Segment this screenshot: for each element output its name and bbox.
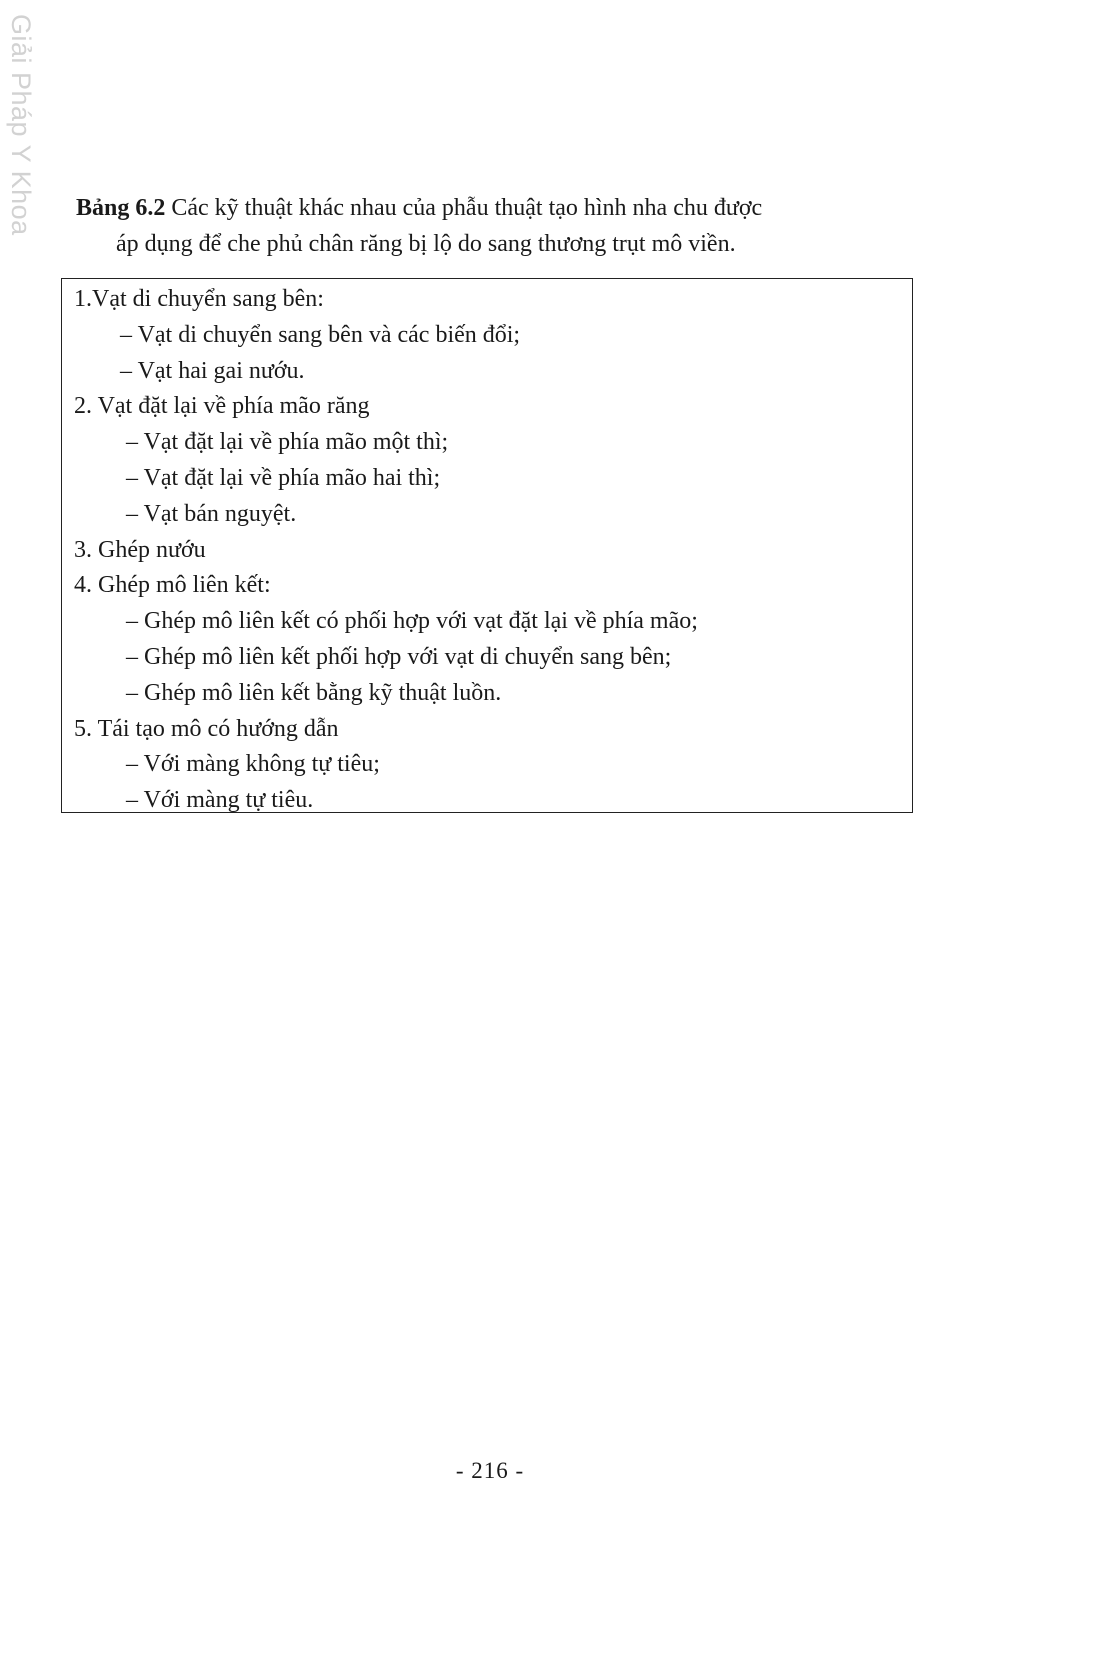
item-2-heading: 2. Vạt đặt lại về phía mão răng [74, 393, 370, 420]
item-2-sub-1: – Vạt đặt lại về phía mão một thì; [126, 429, 449, 456]
item-4-sub-2: – Ghép mô liên kết phối hợp với vạt di chuyển sang bên; [126, 643, 672, 670]
item-4-sub-1: – Ghép mô liên kết có phối hợp với vạt đặt lại về phía mão; [126, 608, 698, 635]
item-2-sub-3: – Vạt bán nguyệt. [126, 500, 297, 527]
item-1-heading: 1.Vạt di chuyển sang bên: [74, 286, 324, 312]
item-4-sub-3: – Ghép mô liên kết bằng kỹ thuật luồn. [126, 679, 502, 706]
caption-line-2: áp dụng để che phủ chân răng bị lộ do sang thương trụt mô viền. [116, 231, 736, 257]
item-3-heading: 3. Ghép nướu [74, 536, 206, 563]
item-1-sub-2: – Vạt hai gai nướu. [120, 357, 305, 384]
techniques-table [61, 278, 913, 813]
item-2-sub-2: – Vạt đặt lại về phía mão hai thì; [126, 464, 441, 491]
item-4-heading: 4. Ghép mô liên kết: [74, 572, 271, 599]
item-1-sub-1: – Vạt di chuyển sang bên và các biến đổi; [120, 321, 521, 348]
table-caption [76, 190, 896, 262]
item-5-sub-2: – Với màng tự tiêu. [126, 787, 314, 814]
page-number: - 216 - [455, 1458, 525, 1483]
caption-line-1: Các kỹ thuật khác nhau của phẫu thuật tạo hình nha chu được [171, 195, 763, 221]
item-5-sub-1: – Với màng không tự tiêu; [126, 751, 380, 778]
watermark-text: Giải Pháp Y Khoa [6, 14, 36, 236]
caption-label: Bảng 6.2 [76, 195, 166, 221]
item-5-heading: 5. Tái tạo mô có hướng dẫn [74, 715, 339, 742]
